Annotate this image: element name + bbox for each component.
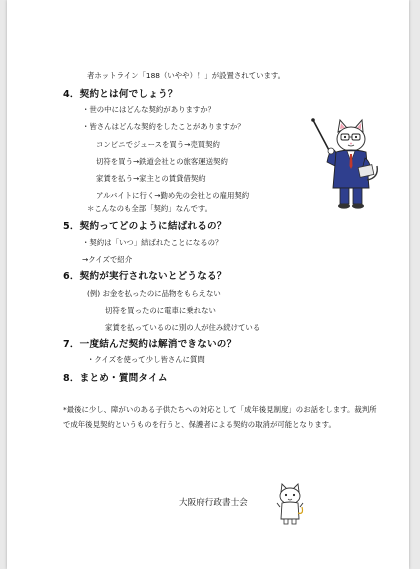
note-paragraph: *最後に少し、障がいのある子供たちへの対応として「成年後見制度」のお話をします。裁判所で成年後見契約というものを行うと、保護者による契約の取消が可能となります。 xyxy=(63,405,377,429)
section-5-line: ・契約は「いつ」結ばれたことになるの？ xyxy=(82,238,223,247)
section-8-heading: 8．まとめ・質問タイム xyxy=(63,373,168,384)
hotline-text: 者ホットライン「188（いやや）！」が設置されています。 xyxy=(87,71,286,80)
section-4-line: 切符を買う→鉄道会社との旅客運送契約 xyxy=(96,157,228,166)
document-page xyxy=(7,0,409,569)
section-7-line: ・クイズを使って少し皆さんに質問 xyxy=(87,355,205,364)
section-4-line: ＊こんなのも全部「契約」なんです。 xyxy=(87,204,213,213)
cat-teacher-illustration xyxy=(309,118,381,210)
section-6-line: (例) お金を払ったのに品物をもらえない xyxy=(87,289,221,298)
section-4-line: 家賃を払う→家主との賃貸借契約 xyxy=(96,174,206,183)
section-5-line: →クイズで紹介 xyxy=(82,255,133,264)
section-4-line: アルバイトに行く→勤め先の会社との雇用契約 xyxy=(96,191,250,200)
organization-name: 大阪府行政書士会 xyxy=(179,498,248,508)
section-4-heading: 4．契約とは何でしょう？ xyxy=(63,89,178,100)
section-4-line: コンビニでジュースを買う→売買契約 xyxy=(96,140,220,149)
cat-mascot-illustration xyxy=(275,483,305,525)
section-7-heading: 7．一度結んだ契約は解消できないの？ xyxy=(63,339,237,350)
section-4-line: ・皆さんはどんな契約をしたことがありますか？ xyxy=(82,122,245,131)
section-4-line: ・世の中にはどんな契約がありますか？ xyxy=(82,105,216,114)
section-6-line: 家賃を払っているのに別の人が住み続けている xyxy=(105,323,261,332)
section-5-heading: 5．契約ってどのように結ばれるの？ xyxy=(63,221,227,232)
section-6-heading: 6．契約が実行されないとどうなる？ xyxy=(63,271,227,282)
section-6-line: 切符を買ったのに電車に乗れない xyxy=(105,306,216,315)
